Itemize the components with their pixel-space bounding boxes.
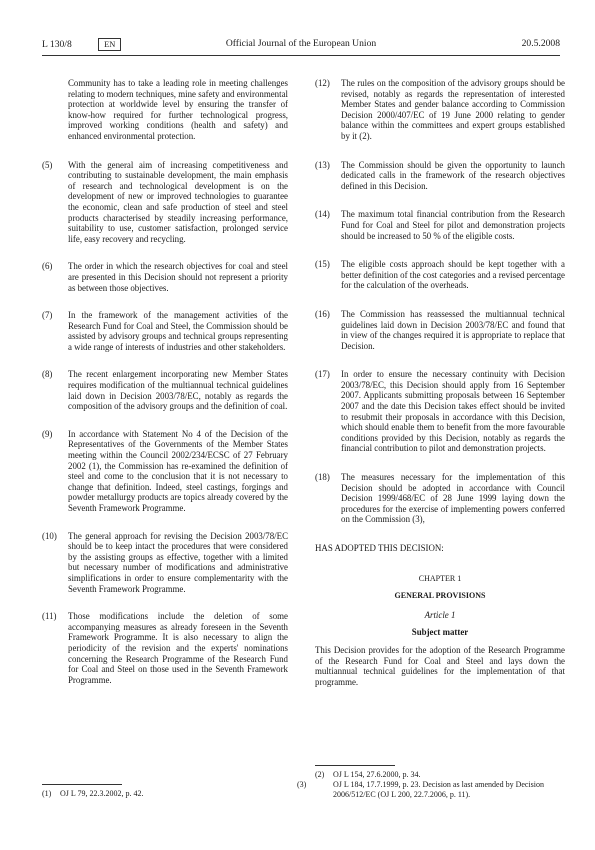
chapter-title: GENERAL PROVISIONS <box>394 591 486 601</box>
recital-text: Those modifications include the deletion of some accompanying measures as already foreseen in the Seventh Framework Programme. It is also necessary to align the periodicity of the revision and the experts' nominations concerning the Research Programme of the Research Fund for Coal and Steel on those used in the Seventh Framework Programme. <box>68 611 288 685</box>
recital-text: In accordance with Statement No 4 of the Decision of the Representatives of the Governments of the Member States meeting within the Council 2002/234/ECSC of 27 February 2002 (1), the Commission has re-examined the definition of steel and come to the conclusion that it is not necessary to change that definition. Indeed, steel castings, forgings and powder metallurgy products are topics already covered by the Seventh Framework Programme. <box>68 428 288 513</box>
footnote-text: OJ L 79, 22.3.2002, p. 42. <box>60 789 144 798</box>
recital-continuation <box>42 78 288 142</box>
recital-text: The general approach for revising the Decision 2003/78/EC should be to keep intact the procedures that were considered by the assisting groups as effective, together with a limited but necessary number of modifications and administrative simplifications in order to ensure complementarity with the Seventh Framework Programme. <box>68 530 288 594</box>
recital-5 <box>42 160 288 245</box>
recital-number: (5) <box>42 159 53 170</box>
recital-text: The measures necessary for the implementation of this Decision should be adopted in accordance with Council Decision 1999/468/EC of 28 June 1999 laying down the procedures for the exercise of implementing powers conferred on the Commission (3), <box>341 472 565 525</box>
recital-text: The Commission should be given the opportunity to launch dedicated calls in the framework of the research objectives defined in this Decision. <box>341 159 565 191</box>
footnote-number: (2) <box>315 770 325 779</box>
footnote-number: (3) <box>297 780 307 789</box>
article-number: Article 1 <box>424 609 456 620</box>
recital-number: (11) <box>42 611 57 622</box>
recital-number: (14) <box>315 209 330 220</box>
recital-text: The eligible costs approach should be kept together with a better definition of the cost categories and a revised percentage for the calculation of the overheads. <box>341 259 565 291</box>
left-column <box>42 78 288 685</box>
recital-text: In order to ensure the necessary continuity with Decision 2003/78/EC, this Decision should apply from 16 September 2007. Applicants submitting proposals between 16 September 2007 and the date this Decision takes effect should be invited to resubmit their proposals in accordance with this Decision, which should enable them to benefit from the more favourable conditions provided by this Decision, notably as regards the financial contribution to pilot and demonstration projects. <box>341 369 565 454</box>
recital-10 <box>42 531 288 595</box>
recital-number: (17) <box>315 369 330 380</box>
chapter-number: CHAPTER 1 <box>418 573 462 583</box>
recital-number: (7) <box>42 310 53 321</box>
header-rule <box>42 55 560 56</box>
recital-9 <box>42 429 288 514</box>
recital-16 <box>315 309 565 351</box>
recital-number: (15) <box>315 259 330 270</box>
recital-number: (13) <box>315 159 330 170</box>
recital-6 <box>42 261 288 293</box>
recital-number: (9) <box>42 428 53 439</box>
recital-12 <box>315 78 565 142</box>
footnote-rule-right <box>315 765 395 766</box>
recital-text: The recent enlargement incorporating new Member States requires modification of the multiannual technical guidelines laid down in Decision 2003/78/EC, notably as regards the composition of the advisory groups and the definition of coal. <box>68 369 288 412</box>
footnote-rule-left <box>42 784 122 785</box>
recital-11 <box>42 611 288 685</box>
recital-continuation-text: Community has to take a leading role in meeting challenges relating to modern techniques, mine safety and environmental protection at worldwide level by ensuring the transfer of know-how required for further technological progress, improved working conditions (health and safety) and enhanced environmental protection. <box>68 78 288 141</box>
recital-17 <box>315 369 565 454</box>
page-reference: L 130/8 <box>42 39 72 50</box>
adoption-formula: HAS ADOPTED THIS DECISION: <box>315 543 444 553</box>
recital-number: (6) <box>42 261 53 272</box>
article-text: This Decision provides for the adoption of the Research Programme of the Research Fund for Coal and Steel and lays down the multiannual technical guidelines for the implementation of that programme. <box>315 644 565 687</box>
recital-number: (18) <box>315 472 330 483</box>
recital-text: The rules on the composition of the advisory groups should be revised, notably as regards the representation of interested Member States and gender balance according to Commission Decision 2000/407/EC of 19 June 2000 relating to gender balance within the committees and expert groups established by it (2). <box>341 78 565 141</box>
recital-number: (8) <box>42 369 53 380</box>
footnote-3 <box>297 780 565 799</box>
recital-text: In the framework of the management activities of the Research Fund for Coal and Steel, the Commission should be assisted by advisory groups and technical groups representing a wide range of interests of industries and other stakeholders. <box>68 310 288 352</box>
recital-7 <box>42 310 288 352</box>
right-column <box>315 78 565 687</box>
journal-title: Official Journal of the European Union <box>225 38 377 49</box>
footnote-text: OJ L 154, 27.6.2000, p. 34. <box>333 770 421 779</box>
recital-15 <box>315 259 565 291</box>
recital-text: The Commission has reassessed the multiannual technical guidelines laid down in Decision 2003/78/EC and found that in view of the changes required it is appropriate to replace that Decision. <box>341 308 565 351</box>
recital-number: (12) <box>315 78 330 88</box>
recital-13 <box>315 160 565 192</box>
recital-18 <box>315 472 565 525</box>
recital-text: The maximum total financial contribution from the Research Fund for Coal and Steel for pilot and demonstration projects should be increased to 50 % of the eligible costs. <box>341 209 565 241</box>
footnote-1 <box>42 789 288 799</box>
recital-text: With the general aim of increasing competitiveness and contributing to sustainable development, the main emphasis of research and technological development is on the development of new or improved technologies to guarantee the economic, clean and safe production of steel and steel products characterised by steadily increasing performance, suitability to use, customer satisfaction, prolonged service life, easy recovery and recycling. <box>68 159 288 244</box>
article-title: Subject matter <box>411 627 469 638</box>
recital-text: The order in which the research objectives for coal and steel are presented in this Decision should not represent a priority as between those objectives. <box>68 261 288 293</box>
recital-number: (16) <box>315 308 330 319</box>
recital-number: (10) <box>42 530 57 541</box>
recital-14 <box>315 209 565 241</box>
footnote-text: OJ L 184, 17.7.1999, p. 23. Decision as last amended by Decision 2006/512/EC (OJ L 200, 22.7.2006, p. 11). <box>333 780 545 799</box>
footnote-number: (1) <box>42 789 52 798</box>
language-badge: EN <box>98 38 121 51</box>
issue-date: 20.5.2008 <box>521 38 560 49</box>
page-header <box>42 38 560 54</box>
footnote-2 <box>315 770 565 780</box>
recital-8 <box>42 369 288 411</box>
